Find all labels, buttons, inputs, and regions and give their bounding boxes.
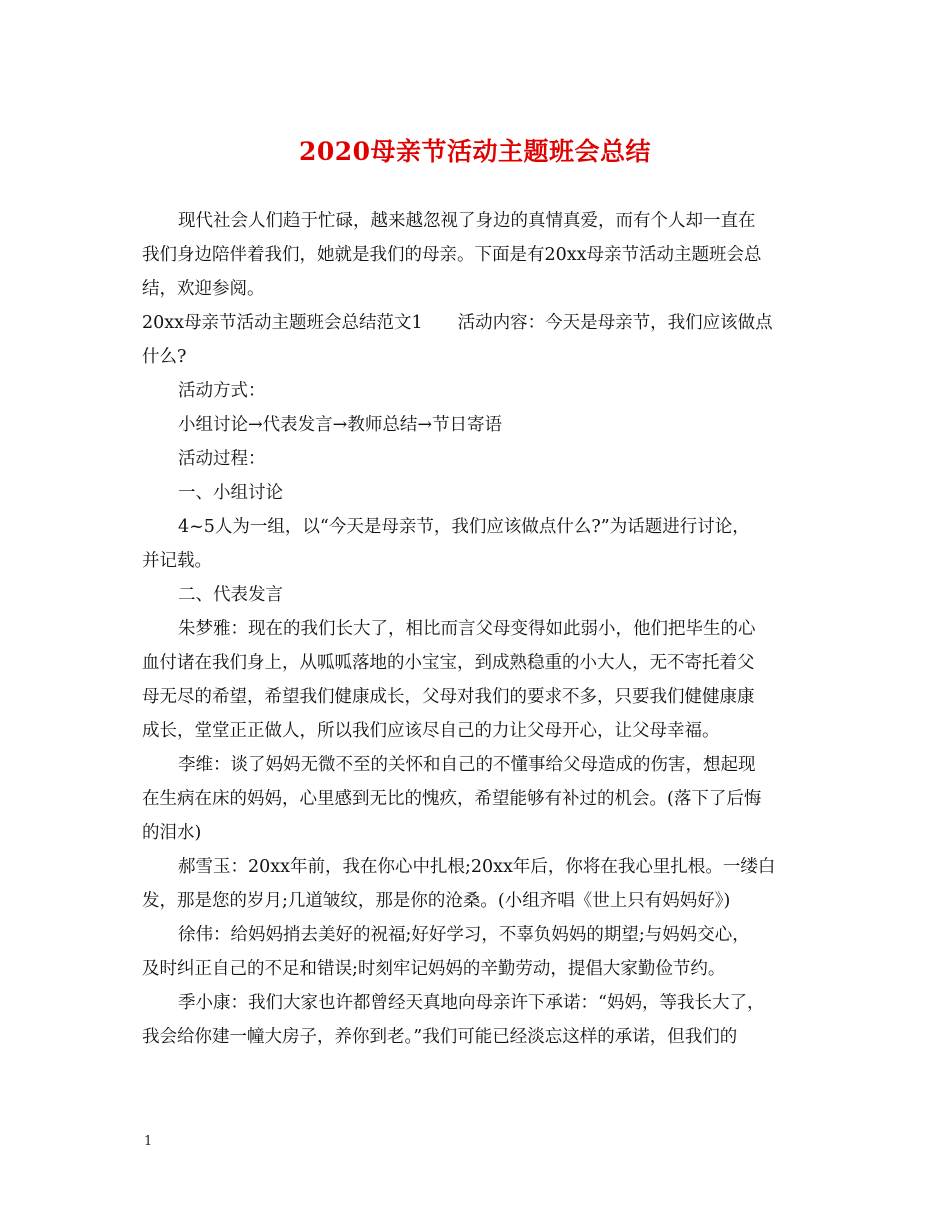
- text-line: 结，欢迎参阅。: [142, 279, 265, 299]
- page-number: 1: [144, 1134, 153, 1149]
- text-line: 活动过程：: [178, 449, 266, 469]
- document-title: 2020母亲节活动主题班会总结: [298, 137, 652, 166]
- text-line: 在生病在床的妈妈，心里感到无比的愧疚，希望能够有补过的机会。(落下了后悔: [142, 789, 762, 809]
- text-line: 季小康：我们大家也许都曾经天真地向母亲许下承诺：“妈妈，等我长大了，: [178, 993, 765, 1013]
- text-line: 什么?: [142, 347, 187, 367]
- text-line: 及时纠正自己的不足和错误;时刻牢记妈妈的辛勤劳动，提倡大家勤俭节约。: [142, 959, 726, 979]
- text-line: 4~5人为一组，以“今天是母亲节，我们应该做点什么?”为话题进行讨论，: [178, 517, 750, 537]
- text-line: 我们身边陪伴着我们，她就是我们的母亲。下面是有20xx母亲节活动主题班会总: [142, 245, 762, 265]
- text-line: 发，那是您的岁月;几道皱纹，那是你的沧桑。(小组齐唱《世上只有妈妈好》): [142, 891, 731, 911]
- text-line: 我会给你建一幢大房子，养你到老。”我们可能已经淡忘这样的承诺，但我们的: [142, 1027, 738, 1047]
- text-line: 成长，堂堂正正做人，所以我们应该尽自己的力让父母开心，让父母幸福。: [142, 721, 720, 741]
- text-line: 母无尽的希望，希望我们健康成长，父母对我们的要求不多，只要我们健健康康: [142, 687, 755, 707]
- text-line: 现代社会人们趋于忙碌，越来越忽视了身边的真情真爱，而有个人却一直在: [178, 211, 756, 231]
- text-line: 小组讨论→代表发言→教师总结→节日寄语: [178, 415, 502, 435]
- section-heading: 一、小组讨论: [178, 483, 283, 503]
- text-line: 朱梦雅：现在的我们长大了，相比而言父母变得如此弱小，他们把毕生的心: [178, 619, 756, 639]
- text-line: 活动方式：: [178, 381, 266, 401]
- text-line: 血付诸在我们身上，从呱呱落地的小宝宝，到成熟稳重的小大人，无不寄托着父: [142, 653, 755, 673]
- text-line: 并记载。: [142, 551, 212, 571]
- text-line: 李维：谈了妈妈无微不至的关怀和自己的不懂事给父母造成的伤害，想起现: [178, 755, 756, 775]
- section-heading: 二、代表发言: [178, 585, 283, 605]
- text-line: 徐伟：给妈妈捎去美好的祝福;好好学习，不辜负妈妈的期望;与妈妈交心，: [178, 925, 750, 945]
- text-line: 20xx母亲节活动主题班会总结范文1 活动内容：今天是母亲节，我们应该做点: [142, 313, 773, 333]
- document-body: [142, 204, 812, 1054]
- text-line: 的泪水): [142, 823, 202, 843]
- text-line: 郝雪玉：20xx年前，我在你心中扎根;20xx年后，你将在我心里扎根。一缕白: [178, 857, 776, 877]
